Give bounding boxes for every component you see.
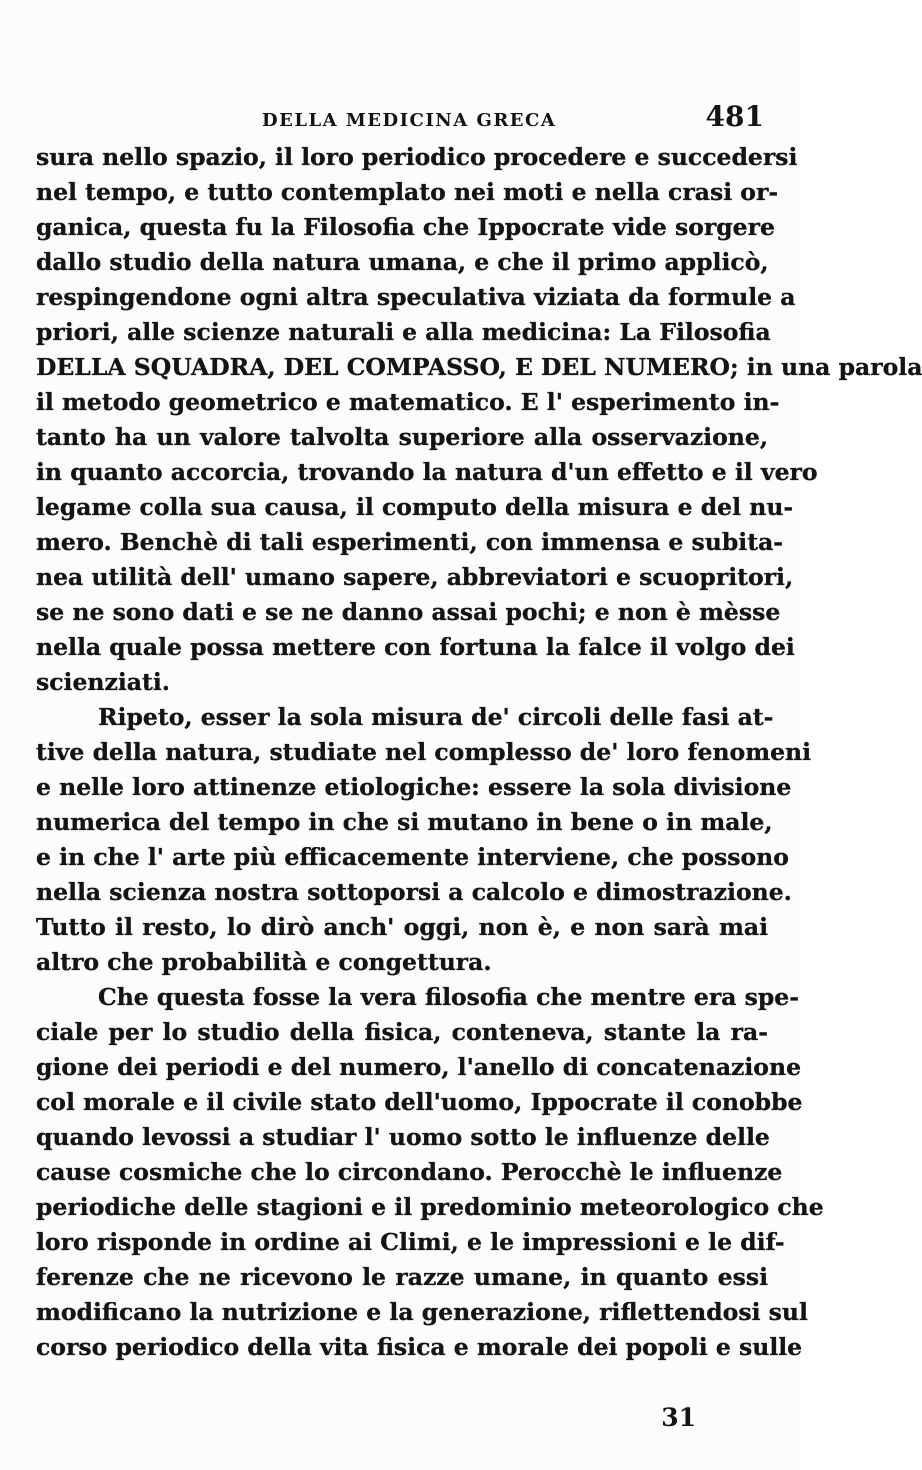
- text-line: nea utilità dell' umano sapere, abbreviatori e scuopritori,: [36, 563, 794, 591]
- text-line: tive della natura, studiate nel complesso de' loro fenomeni: [36, 738, 812, 766]
- text-line: nel tempo, e tutto contemplato nei moti e nella crasi or-: [36, 178, 779, 206]
- text-line: ciale per lo studio della fisica, conteneva, stante la ra-: [36, 1018, 768, 1046]
- text-line: e in che l' arte più efficacemente interviene, che possono: [36, 843, 789, 871]
- text-line: col morale e il civile stato dell'uomo, Ippocrate il conobbe: [36, 1088, 803, 1116]
- text-line: Tutto il resto, lo dirò anch' oggi, non è, e non sarà mai: [36, 913, 768, 941]
- text-line: se ne sono dati e se ne danno assai pochi; e non è mèsse: [36, 598, 781, 626]
- text-line: il metodo geometrico e matematico. E l' esperimento in-: [36, 388, 780, 416]
- text-line: Che questa fosse la vera filosofia che mentre era spe-: [98, 983, 799, 1011]
- text-line: modificano la nutrizione e la generazione, riflettendosi sul: [36, 1298, 808, 1326]
- text-line: corso periodico della vita fisica e morale dei popoli e sulle: [36, 1333, 803, 1361]
- paragraph: [36, 980, 824, 1365]
- paragraph: [36, 140, 922, 700]
- text-line: ferenze che ne ricevono le razze umane, in quanto essi: [36, 1263, 768, 1291]
- text-line: nella quale possa mettere con fortuna la falce il volgo dei: [36, 633, 795, 661]
- page-number: 481: [705, 100, 764, 133]
- running-head: DELLA MEDICINA GRECA: [262, 110, 557, 131]
- body-text: [36, 140, 922, 1365]
- text-line: Ripeto, esser la sola misura de' circoli delle fasi at-: [98, 703, 774, 731]
- paragraph: [36, 700, 812, 980]
- text-line: legame colla sua causa, il computo della misura e del nu-: [36, 493, 794, 521]
- text-line: quando levossi a studiar l' uomo sotto le influenze delle: [36, 1123, 770, 1151]
- text-line: DELLA SQUADRA, DEL COMPASSO, E DEL NUMERO; in una parola: [36, 353, 922, 381]
- text-line: gione dei periodi e del numero, l'anello di concatenazione: [36, 1053, 802, 1081]
- text-line: ganica, questa fu la Filosofia che Ippocrate vide sorgere: [36, 213, 775, 241]
- text-line: numerica del tempo in che si mutano in bene o in male,: [36, 808, 773, 836]
- page-header: [36, 98, 768, 138]
- text-line: nella scienza nostra sottoporsi a calcolo e dimostrazione.: [36, 878, 792, 906]
- text-line: mero. Benchè di tali esperimenti, con immensa e subita-: [36, 528, 784, 556]
- text-line: dallo studio della natura umana, e che il primo applicò,: [36, 248, 769, 276]
- text-line: loro risponde in ordine ai Climi, e le impressioni e le dif-: [36, 1228, 785, 1256]
- text-line: e nelle loro attinenze etiologiche: essere la sola divisione: [36, 773, 792, 801]
- text-line: cause cosmiche che lo circondano. Perocchè le influenze: [36, 1158, 783, 1186]
- text-line: in quanto accorcia, trovando la natura d'un effetto e il vero: [36, 458, 818, 486]
- signature-mark: 31: [661, 1403, 696, 1432]
- text-line: respingendone ogni altra speculativa viziata da formule a: [36, 283, 796, 311]
- text-line: sura nello spazio, il loro periodico procedere e succedersi: [36, 143, 798, 171]
- text-line: tanto ha un valore talvolta superiore alla osservazione,: [36, 423, 768, 451]
- text-line: altro che probabilità e congettura.: [36, 948, 492, 976]
- text-line: scienziati.: [36, 668, 170, 696]
- text-line: periodiche delle stagioni e il predominio meteorologico che: [36, 1193, 824, 1221]
- text-line: priori, alle scienze naturali e alla medicina: La Filosofia: [36, 318, 771, 346]
